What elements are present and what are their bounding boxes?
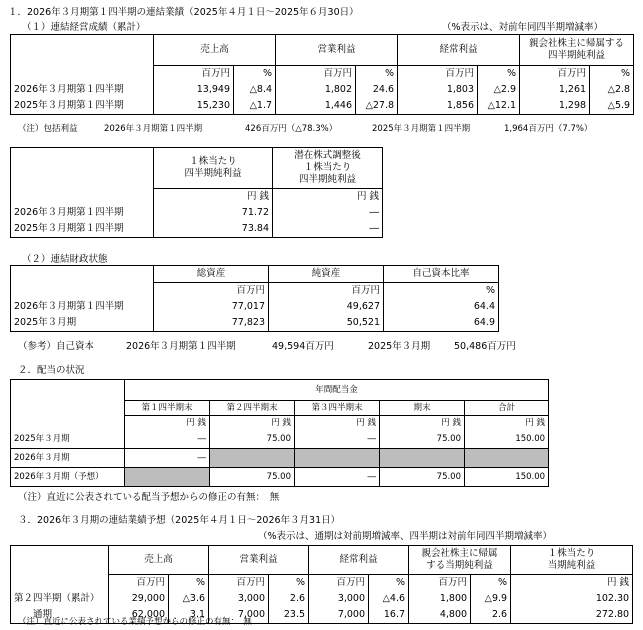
value-cell: ― xyxy=(125,430,210,449)
unit-cell: 円 銭 xyxy=(154,189,273,206)
header-net-income: 親会社株主に帰属する 四半期純利益 xyxy=(520,35,634,66)
value-cell: 77,823 xyxy=(154,315,269,332)
row-label: 第２四半期（累計） xyxy=(11,591,109,607)
value-cell: 71.72 xyxy=(154,205,273,221)
table-row xyxy=(11,299,499,315)
eps-table xyxy=(10,147,383,238)
comprehensive-income-period: 2026年３月期第１四半期 xyxy=(104,124,203,134)
unit-cell: 百万円 xyxy=(109,575,169,592)
shaded-cell xyxy=(295,449,380,468)
table-row xyxy=(11,221,383,238)
value-cell: 24.6 xyxy=(356,82,398,98)
value-cell: 16.7 xyxy=(369,607,409,624)
forecast-title: ３．2026年３月期の連結業績予想（2025年４月１日～2026年３月31日） xyxy=(18,515,341,526)
value-cell: 23.5 xyxy=(269,607,309,624)
header-year-end: 期末 xyxy=(380,401,465,416)
table-row xyxy=(11,315,499,332)
value-cell: 75.00 xyxy=(210,430,295,449)
unit-cell: 円 銭 xyxy=(380,416,465,431)
value-cell: 4,800 xyxy=(409,607,471,624)
reference-equity-label: （参考）自己資本 xyxy=(18,341,95,352)
value-cell: △5.9 xyxy=(590,98,634,115)
forecast-table xyxy=(10,545,633,624)
table-row xyxy=(11,591,633,607)
unit-cell: % xyxy=(384,283,499,300)
header-q3-end: 第３四半期末 xyxy=(295,401,380,416)
row-label: 2026年３月期 xyxy=(11,449,125,468)
value-cell: 102.30 xyxy=(511,591,633,607)
header-diluted-eps: 潜在株式調整後 １株当たり 四半期純利益 xyxy=(273,148,383,189)
value-cell: △4.6 xyxy=(369,591,409,607)
value-cell: 1,261 xyxy=(520,82,590,98)
value-cell: △9.9 xyxy=(471,591,511,607)
operating-results-table xyxy=(10,34,634,115)
unit-cell: % xyxy=(590,66,634,83)
unit-cell: 百万円 xyxy=(398,66,478,83)
section1-subtitle: （１）連結経営成績（累計） xyxy=(22,22,146,33)
header-net-assets: 純資産 xyxy=(269,266,384,283)
unit-cell: 百万円 xyxy=(276,66,356,83)
header-eps: １株当たり 当期純利益 xyxy=(511,546,633,575)
value-cell: △12.1 xyxy=(478,98,520,115)
header-annual-dividend: 年間配当金 xyxy=(125,380,549,401)
row-label: 2025年３月期第１四半期 xyxy=(11,221,154,238)
value-cell: 77,017 xyxy=(154,299,269,315)
value-cell: ― xyxy=(125,449,210,468)
unit-cell: 円 銭 xyxy=(273,189,383,206)
value-cell: 1,800 xyxy=(409,591,471,607)
value-cell: 150.00 xyxy=(465,430,549,449)
value-cell: 7,000 xyxy=(209,607,269,624)
dividends-table xyxy=(10,379,549,487)
unit-cell: 百万円 xyxy=(520,66,590,83)
value-cell: ― xyxy=(273,205,383,221)
section1-pct-note: （%表示は、対前年同四半期増減率） xyxy=(442,22,604,33)
shaded-cell xyxy=(465,449,549,468)
table-row xyxy=(11,430,549,449)
table-row xyxy=(11,98,634,115)
row-label: 2025年３月期第１四半期 xyxy=(11,98,154,115)
row-label: 2025年３月期 xyxy=(11,430,125,449)
value-cell: 62,000 xyxy=(109,607,169,624)
comprehensive-income-label: （注）包括利益 xyxy=(18,124,78,134)
reference-equity-value: 49,594百万円 xyxy=(272,341,334,352)
unit-cell: 百万円 xyxy=(269,283,384,300)
comprehensive-income-period: 2025年３月期第１四半期 xyxy=(372,124,471,134)
value-cell: ― xyxy=(273,221,383,238)
header-sales: 売上高 xyxy=(154,35,276,66)
unit-cell: 円 銭 xyxy=(210,416,295,431)
value-cell: 29,000 xyxy=(109,591,169,607)
unit-cell: % xyxy=(269,575,309,592)
value-cell: 73.84 xyxy=(154,221,273,238)
shaded-cell xyxy=(210,449,295,468)
reference-equity-period: 2026年３月期第１四半期 xyxy=(126,341,236,352)
value-cell: 50,521 xyxy=(269,315,384,332)
unit-cell: % xyxy=(356,66,398,83)
shaded-cell xyxy=(380,449,465,468)
value-cell: 272.80 xyxy=(511,607,633,624)
unit-cell: 百万円 xyxy=(309,575,369,592)
value-cell: △3.6 xyxy=(169,591,209,607)
unit-cell: % xyxy=(234,66,276,83)
value-cell: △1.7 xyxy=(234,98,276,115)
comprehensive-income-value: 1,964百万円（7.7%） xyxy=(504,124,593,134)
value-cell: △2.8 xyxy=(590,82,634,98)
unit-cell: 百万円 xyxy=(409,575,471,592)
value-cell: ― xyxy=(295,468,380,487)
value-cell: 49,627 xyxy=(269,299,384,315)
value-cell: 75.00 xyxy=(210,468,295,487)
value-cell: 3,000 xyxy=(309,591,369,607)
value-cell: 2.6 xyxy=(269,591,309,607)
header-net-income: 親会社株主に帰属 する当期純利益 xyxy=(409,546,511,575)
header-equity-ratio: 自己資本比率 xyxy=(384,266,499,283)
header-ordinary-profit: 経常利益 xyxy=(309,546,409,575)
header-total: 合計 xyxy=(465,401,549,416)
value-cell: 15,230 xyxy=(154,98,234,115)
shaded-cell xyxy=(125,468,210,487)
row-label: 2025年３月期 xyxy=(11,315,154,332)
header-total-assets: 総資産 xyxy=(154,266,269,283)
financial-position-subtitle: （２）連結財政状態 xyxy=(22,254,108,265)
unit-cell: % xyxy=(478,66,520,83)
header-operating-profit: 営業利益 xyxy=(276,35,398,66)
forecast-pct-note: （%表示は、通期は対前期増減率、四半期は対前年同四半期増減率） xyxy=(258,531,553,542)
reference-equity-value: 50,486百万円 xyxy=(454,341,516,352)
value-cell: 1,856 xyxy=(398,98,478,115)
value-cell: 1,298 xyxy=(520,98,590,115)
comprehensive-income-value: 426百万円（△78.3%） xyxy=(245,124,338,134)
reference-equity-period: 2025年３月期 xyxy=(368,341,431,352)
unit-cell: 円 銭 xyxy=(295,416,380,431)
unit-cell: 百万円 xyxy=(154,283,269,300)
section1-title: １．2026年３月期第１四半期の連結業績（2025年４月１日～2025年６月30日） xyxy=(8,7,359,18)
table-row xyxy=(11,82,634,98)
value-cell: 75.00 xyxy=(380,468,465,487)
value-cell: 1,803 xyxy=(398,82,478,98)
header-eps: １株当たり 四半期純利益 xyxy=(154,148,273,189)
header-sales: 売上高 xyxy=(109,546,209,575)
value-cell: △27.8 xyxy=(356,98,398,115)
dividends-title: ２．配当の状況 xyxy=(18,365,85,376)
unit-cell: % xyxy=(471,575,511,592)
financial-position-table xyxy=(10,265,499,332)
value-cell: 7,000 xyxy=(309,607,369,624)
header-operating-profit: 営業利益 xyxy=(209,546,309,575)
row-label: 2026年３月期（予想） xyxy=(11,468,125,487)
header-ordinary-profit: 経常利益 xyxy=(398,35,520,66)
value-cell: 75.00 xyxy=(380,430,465,449)
table-row xyxy=(11,468,549,487)
unit-cell: 百万円 xyxy=(154,66,234,83)
unit-cell: % xyxy=(369,575,409,592)
header-q1-end: 第１四半期末 xyxy=(125,401,210,416)
value-cell: △8.4 xyxy=(234,82,276,98)
value-cell: 1,802 xyxy=(276,82,356,98)
value-cell: 2.6 xyxy=(471,607,511,624)
forecast-revision-note: （注）直近に公表されている業績予想からの修正の有無： 無 xyxy=(18,617,252,627)
value-cell: 64.9 xyxy=(384,315,499,332)
unit-cell: 百万円 xyxy=(209,575,269,592)
dividend-revision-note: （注）直近に公表されている配当予想からの修正の有無： 無 xyxy=(18,492,280,503)
value-cell: 150.00 xyxy=(465,468,549,487)
header-q2-end: 第２四半期末 xyxy=(210,401,295,416)
value-cell: 1,446 xyxy=(276,98,356,115)
row-label: 2026年３月期第１四半期 xyxy=(11,205,154,221)
row-label: 通期 xyxy=(11,607,109,624)
value-cell: 3.1 xyxy=(169,607,209,624)
value-cell: 13,949 xyxy=(154,82,234,98)
unit-cell: % xyxy=(169,575,209,592)
value-cell: ― xyxy=(295,430,380,449)
value-cell: 64.4 xyxy=(384,299,499,315)
table-row xyxy=(11,205,383,221)
unit-cell: 円 銭 xyxy=(125,416,210,431)
value-cell: 3,000 xyxy=(209,591,269,607)
unit-cell: 円 銭 xyxy=(511,575,633,592)
unit-cell: 円 銭 xyxy=(465,416,549,431)
row-label: 2026年３月期第１四半期 xyxy=(11,82,154,98)
table-row xyxy=(11,449,549,468)
row-label: 2026年３月期第１四半期 xyxy=(11,299,154,315)
value-cell: △2.9 xyxy=(478,82,520,98)
